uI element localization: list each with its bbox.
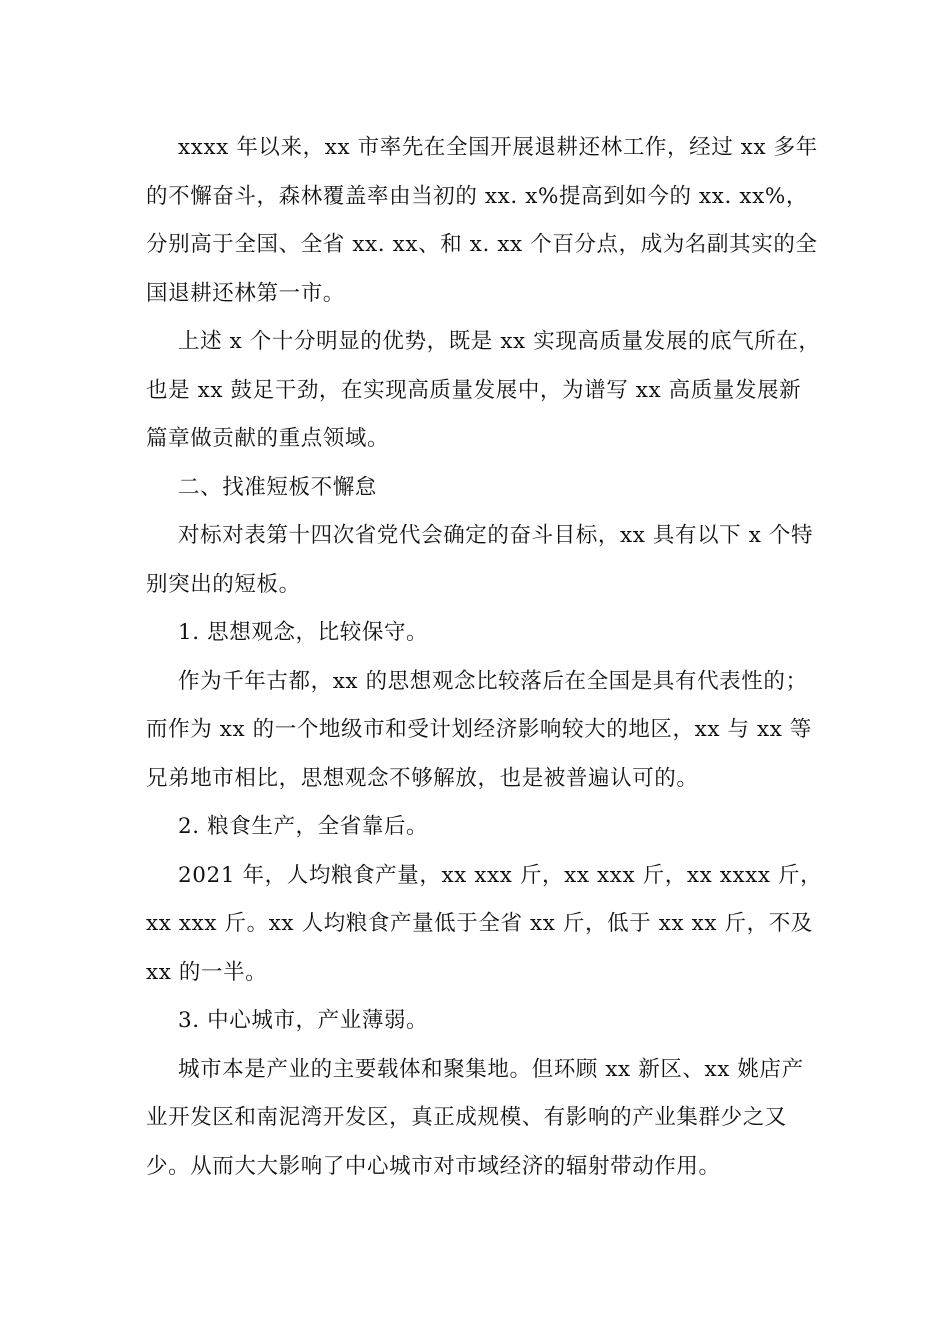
subheading: 2. 粮食生产，全省靠后。 [178,814,429,839]
text-line: 城市本是产业的主要载体和聚集地。但环顾 xx 新区、xx 姚店产 [178,1056,804,1082]
text-line: 国退耕还林第一市。 [146,280,345,306]
text-line: xx 的一半。 [146,959,268,985]
subheading: 3. 中心城市，产业薄弱。 [178,1008,429,1033]
section-heading: 二、找准短板不懈怠 [178,474,377,500]
text-line: 上述 x 个十分明显的优势，既是 xx 实现高质量发展的底气所在， [178,329,821,354]
text-line: 的不懈奋斗，森林覆盖率由当初的 xx. x%提高到如今的 xx. xx%， [146,183,808,209]
text-line: 兄弟地市相比，思想观念不够解放，也是被普遍认可的。 [146,765,699,791]
text-line: xxxx 年以来，xx 市率先在全国开展退耕还林工作，经过 xx 多年 [178,135,818,160]
text-line: 对标对表第十四次省党代会确定的奋斗目标，xx 具有以下 x 个特 [178,523,814,548]
document-page [146,124,823,1191]
text-line: 业开发区和南泥湾开发区，真正成规模、有影响的产业集群少之又 [146,1105,787,1130]
text-line: 别突出的短板。 [146,571,301,597]
text-line: 分别高于全国、全省 xx. xx、和 x. xx 个百分点，成为名副其实的全 [146,232,818,257]
text-line: 也是 xx 鼓足干劲，在实现高质量发展中，为谱写 xx 高质量发展新 [146,377,802,403]
text-line: 作为千年古都，xx 的思想观念比较落后在全国是具有代表性的； [178,668,808,694]
text-line: 而作为 xx 的一个地级市和受计划经济影响较大的地区，xx 与 xx 等 [146,717,813,742]
text-line: xx xxx 斤。xx 人均粮食产量低于全省 xx 斤，低于 xx xx 斤，不及 [146,911,813,936]
text-line: 2021 年，人均粮食产量，xx xxx 斤，xx xxx 斤，xx xxxx 斤， [178,862,823,888]
subheading: 1. 思想观念，比较保守。 [178,620,429,645]
text-line: 少。从而大大影响了中心城市对市域经济的辐射带动作用。 [146,1153,721,1179]
text-line: 篇章做贡献的重点领域。 [146,426,390,451]
